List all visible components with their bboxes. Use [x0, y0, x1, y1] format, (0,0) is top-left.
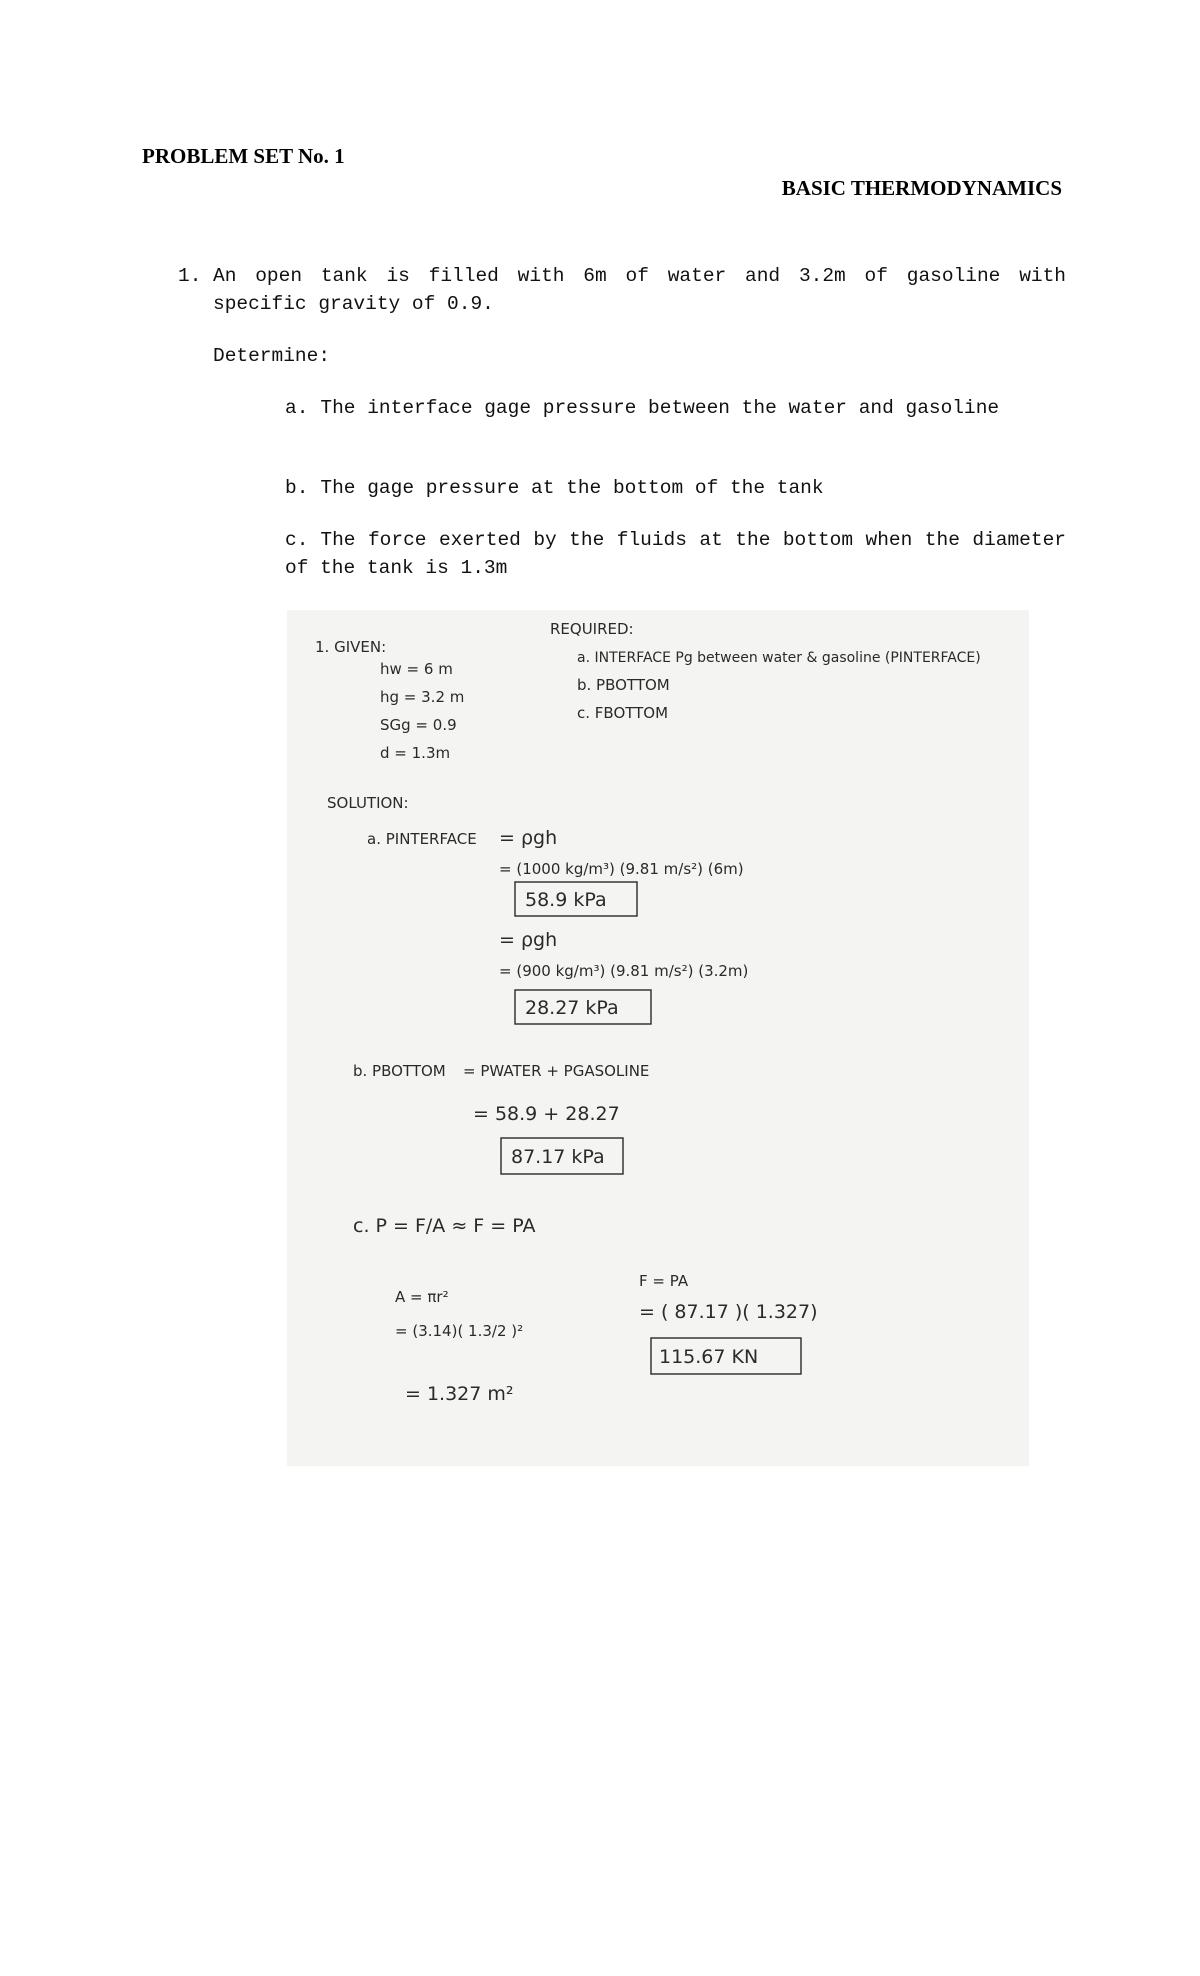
problem-set-title: PROBLEM SET No. 1 [142, 144, 345, 168]
given-d: d = 1.3m [380, 744, 451, 762]
sub-question-b [285, 474, 1066, 502]
part-c-force-2: = ( 87.17 )( 1.327) [639, 1301, 818, 1323]
required-c: c. FBOTTOM [577, 704, 669, 722]
sub-question-a [285, 394, 1066, 422]
part-a-line-2: = (1000 kg/m³) (9.81 m/s²) (6m) [499, 860, 744, 878]
part-a-line-4: = ρgh [499, 929, 558, 951]
part-a-line-1: = ρgh [499, 827, 558, 849]
sub-question-label: a. [285, 397, 309, 419]
sub-question-c [285, 526, 1066, 582]
part-c-area-1: A = πr² [395, 1288, 449, 1306]
part-b-answer: 87.17 kPa [511, 1146, 605, 1168]
sub-question-label: b. [285, 477, 309, 499]
sub-question-text: The force exerted by the fluids at the bottom when the diameter of the tank is 1.3m [285, 529, 1066, 579]
part-c-force-1: F = PA [639, 1272, 689, 1290]
part-a-label: a. PINTERFACE [367, 830, 477, 848]
question-number: 1. [178, 265, 202, 287]
solution-label: SOLUTION: [327, 794, 409, 812]
determine-label: Determine: [213, 345, 331, 367]
part-c-area-3: = 1.327 m² [405, 1383, 514, 1405]
question-statement: An open tank is filled with 6m of water and 3.2m of gasoline with specific gravity of 0.9. [213, 265, 1066, 315]
handwritten-solution-drawing [287, 610, 1029, 1466]
handwritten-solution-scan [287, 610, 1029, 1466]
sub-question-label: c. [285, 529, 309, 551]
part-b-line-1: = PWATER + PGASOLINE [463, 1062, 650, 1080]
sub-question-text: The gage pressure at the bottom of the tank [320, 477, 824, 499]
given-label: 1. GIVEN: [315, 638, 387, 656]
part-a-line-5: = (900 kg/m³) (9.81 m/s²) (3.2m) [499, 962, 749, 980]
course-title: BASIC THERMODYNAMICS [781, 176, 1062, 200]
required-label: REQUIRED: [550, 620, 634, 638]
part-b-line-2: = 58.9 + 28.27 [473, 1103, 620, 1125]
part-c-answer: 115.67 KN [659, 1346, 759, 1368]
sub-question-text: The interface gage pressure between the water and gasoline [320, 397, 1000, 419]
required-b: b. PBOTTOM [577, 676, 670, 694]
part-c-formula: c. P = F/A ≈ F = PA [353, 1215, 536, 1237]
given-sg: SGg = 0.9 [380, 716, 457, 734]
part-b-label: b. PBOTTOM [353, 1062, 446, 1080]
part-c-area-2: = (3.14)( 1.3/2 )² [395, 1322, 524, 1340]
part-a-answer-1: 58.9 kPa [525, 889, 607, 911]
given-hg: hg = 3.2 m [380, 688, 465, 706]
given-hw: hw = 6 m [380, 660, 453, 678]
part-a-answer-2: 28.27 kPa [525, 997, 619, 1019]
required-a: a. INTERFACE Pg between water & gasoline (PINTERFACE) [577, 650, 981, 666]
